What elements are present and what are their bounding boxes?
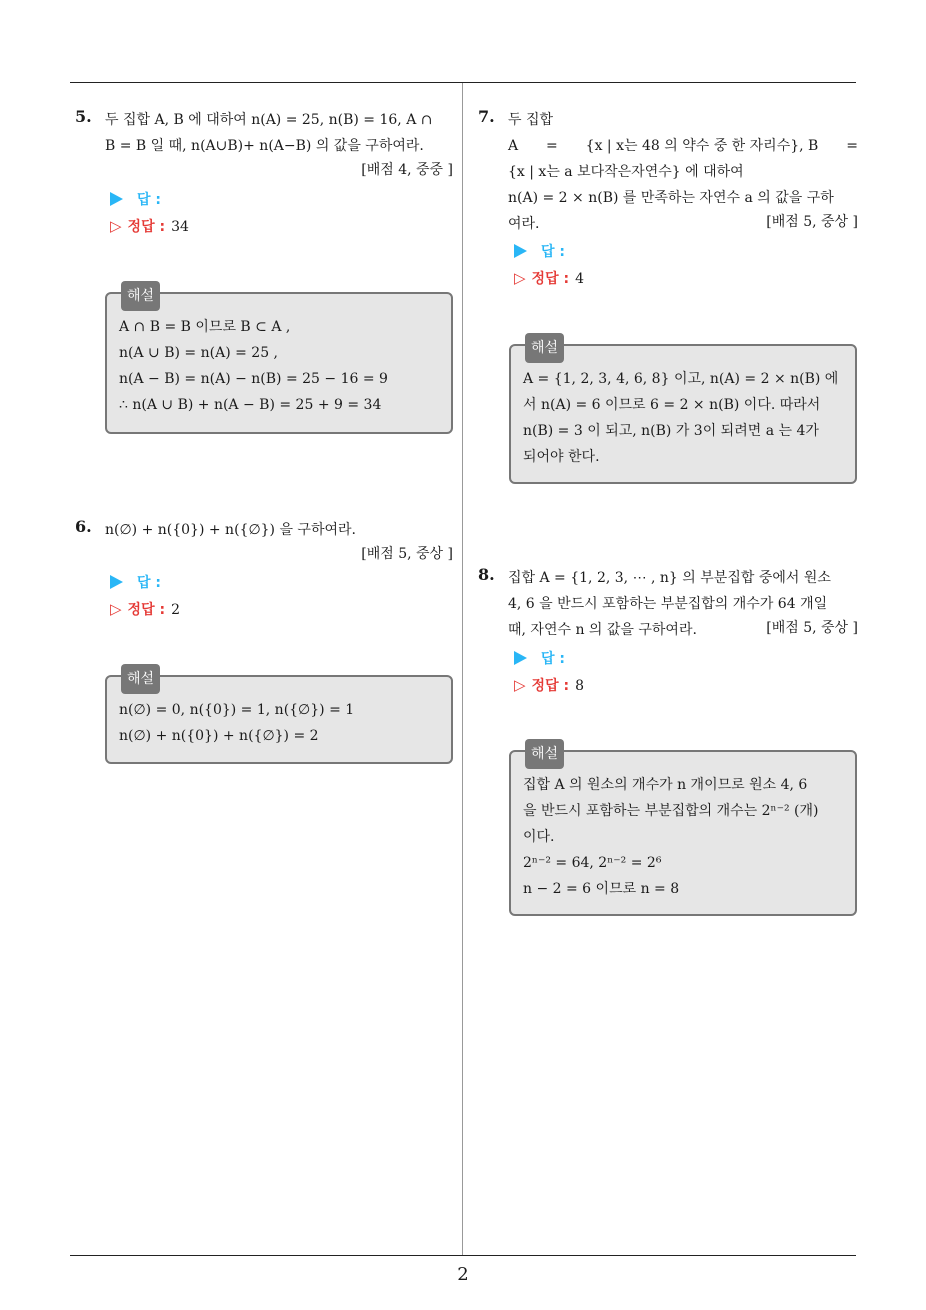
text-segment: = <box>546 138 558 154</box>
solution-line: 집합 A 의 원소의 개수가 n 개이므로 원소 4, 6 <box>523 777 808 793</box>
problem-text <box>105 107 453 159</box>
play-triangle-icon <box>110 192 123 206</box>
outline-triangle-icon: ▷ <box>514 269 526 287</box>
text-segment: A <box>508 138 519 154</box>
solution-line: n(A − B) = n(A) − n(B) = 25 − 16 = 9 <box>119 371 388 387</box>
score-label: [배점 5, 중상 ] <box>361 546 453 562</box>
answer-row <box>514 241 565 261</box>
column-divider <box>462 83 463 1255</box>
outline-triangle-icon: ▷ <box>514 676 526 694</box>
solution-tab: 해설 <box>121 281 160 311</box>
correct-answer-value: 4 <box>575 271 584 287</box>
solution-line: 2ⁿ⁻² = 64, 2ⁿ⁻² = 2⁶ <box>523 855 662 871</box>
problem-number: 6. <box>75 517 92 536</box>
correct-answer-row <box>110 216 189 236</box>
problem-5 <box>75 107 453 187</box>
correct-label: 정답 : <box>531 678 570 694</box>
solution-line: 서 n(A) = 6 이므로 6 = 2 × n(B) 이다. 따라서 <box>523 397 821 413</box>
correct-label: 정답 : <box>127 602 166 618</box>
solution-tab: 해설 <box>525 333 564 363</box>
score-label: [배점 4, 중중 ] <box>361 162 453 178</box>
answer-row <box>110 189 161 209</box>
top-rule <box>70 82 856 83</box>
correct-label: 정답 : <box>127 219 166 235</box>
answer-row <box>514 648 565 668</box>
solution-line: n(B) = 3 이 되고, n(B) 가 3이 되려면 a 는 4가 <box>523 423 819 439</box>
solution-line: 을 반드시 포함하는 부분집합의 개수는 2ⁿ⁻² (개) <box>523 803 819 819</box>
solution-line: n − 2 = 6 이므로 n = 8 <box>523 881 680 897</box>
correct-answer-value: 34 <box>171 219 189 235</box>
problem-line: B = B 일 때, n(A∪B)+ n(A−B) 의 값을 구하여라. <box>105 138 424 154</box>
solution-tab: 해설 <box>525 739 564 769</box>
play-triangle-icon <box>514 244 527 258</box>
solution-line: n(∅) + n({0}) + n({∅}) = 2 <box>119 728 319 744</box>
problem-line: 때, 자연수 n 의 값을 구하여라. <box>508 622 697 638</box>
text-segment: = <box>846 138 858 154</box>
solution-line: 이다. <box>523 829 555 845</box>
solution-box <box>509 746 857 916</box>
correct-answer-row <box>514 268 584 288</box>
outline-triangle-icon: ▷ <box>110 600 122 618</box>
solution-line: A ∩ B = B 이므로 B ⊂ A , <box>119 319 291 335</box>
solution-line: 되어야 한다. <box>523 449 600 465</box>
problem-line: n(∅) + n({0}) + n({∅}) 을 구하여라. <box>105 522 356 538</box>
play-triangle-icon <box>514 651 527 665</box>
answer-label: 답 : <box>137 575 161 591</box>
problem-6 <box>75 517 453 571</box>
correct-answer-value: 8 <box>575 678 584 694</box>
solution-line: n(∅) = 0, n({0}) = 1, n({∅}) = 1 <box>119 702 355 718</box>
problem-7 <box>478 107 858 237</box>
problem-line: 집합 A = {1, 2, 3, ⋯ , n} 의 부분집합 중에서 원소 <box>508 570 831 586</box>
play-triangle-icon <box>110 575 123 589</box>
page-number: 2 <box>457 1264 469 1285</box>
correct-label: 정답 : <box>531 271 570 287</box>
problem-line: 여라. <box>508 216 540 232</box>
bottom-rule <box>70 1255 856 1256</box>
problem-number: 7. <box>478 107 495 126</box>
problem-line: n(A) = 2 × n(B) 를 만족하는 자연수 a 의 값을 구하 <box>508 190 834 206</box>
text-segment: {x | x는 48 의 약수 중 한 자리수}, B <box>585 138 819 154</box>
problem-line: {x | x는 a 보다작은자연수} 에 대하여 <box>508 164 744 180</box>
problem-line: 두 집합 <box>508 112 554 128</box>
correct-answer-value: 2 <box>171 602 180 618</box>
outline-triangle-icon: ▷ <box>110 217 122 235</box>
solution-tab: 해설 <box>121 664 160 694</box>
answer-label: 답 : <box>137 192 161 208</box>
solution-box <box>509 340 857 484</box>
problem-line <box>508 133 858 159</box>
problem-line: 4, 6 을 반드시 포함하는 부분집합의 개수가 64 개일 <box>508 596 828 612</box>
problem-number: 5. <box>75 107 92 126</box>
problem-8 <box>478 565 858 645</box>
score-label: [배점 5, 중상 ] <box>766 214 858 230</box>
correct-answer-row <box>514 675 584 695</box>
answer-label: 답 : <box>541 651 565 667</box>
solution-line: ∴ n(A ∪ B) + n(A − B) = 25 + 9 = 34 <box>119 397 382 413</box>
problem-text <box>105 517 453 543</box>
correct-answer-row <box>110 599 180 619</box>
score-label: [배점 5, 중상 ] <box>766 620 858 636</box>
solution-box <box>105 671 453 764</box>
problem-line: 두 집합 A, B 에 대하여 n(A) = 25, n(B) = 16, A ∩ <box>105 112 433 128</box>
answer-label: 답 : <box>541 244 565 260</box>
solution-line: A = {1, 2, 3, 4, 6, 8} 이고, n(A) = 2 × n(B) 에 <box>523 371 839 387</box>
answer-row <box>110 572 161 592</box>
problem-number: 8. <box>478 565 495 584</box>
solution-line: n(A ∪ B) = n(A) = 25 , <box>119 345 278 361</box>
solution-box <box>105 288 453 434</box>
